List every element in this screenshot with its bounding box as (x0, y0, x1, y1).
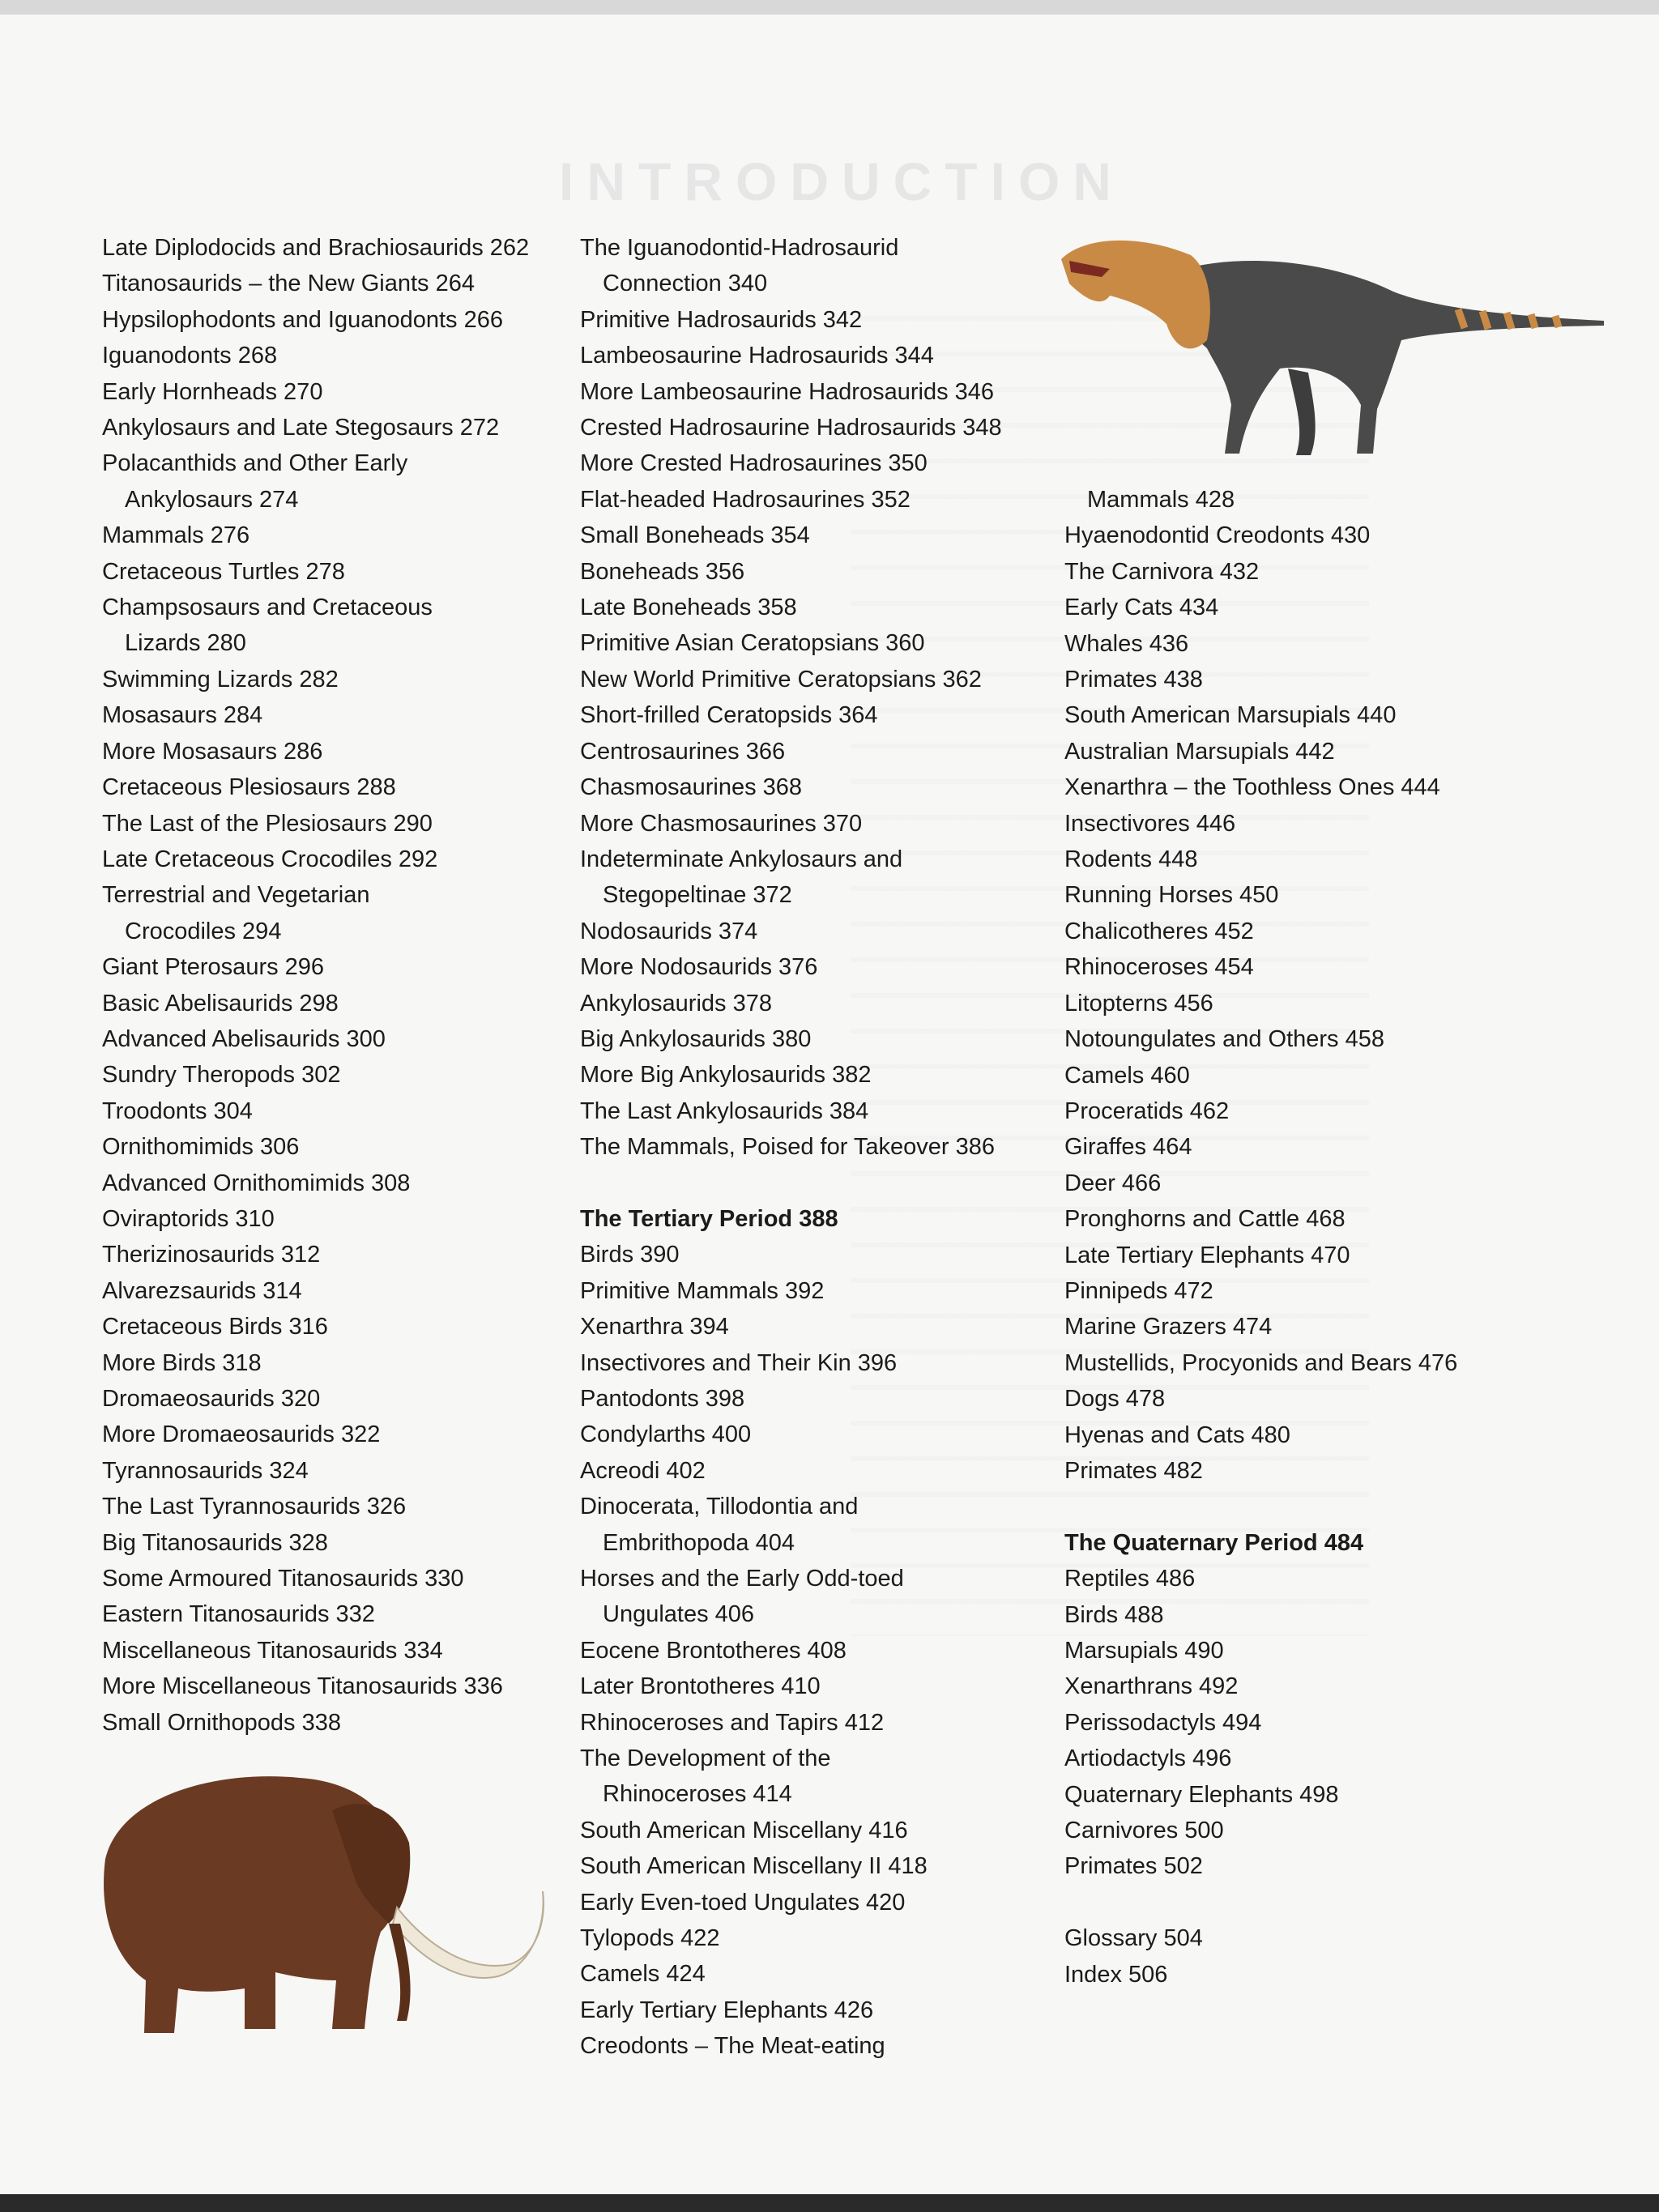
contents-entry (580, 1237, 1066, 1272)
entry-text: Dinocerata, Tillodontia and (580, 1494, 859, 1520)
contents-entry (580, 986, 1066, 1021)
contents-entry (102, 986, 572, 1021)
entry-text: More Lambeosaurine Hadrosaurids 346 (580, 378, 995, 405)
contents-entry (580, 590, 1066, 625)
entry-text: South American Marsupials 440 (1064, 702, 1397, 729)
entry-text: Troodonts 304 (102, 1097, 253, 1124)
entry-text: Miscellaneous Titanosaurids 334 (102, 1637, 443, 1664)
contents-entry (102, 1669, 572, 1704)
contents-entry (580, 374, 1066, 410)
contents-entry (580, 482, 1066, 518)
entry-text: Early Cats 434 (1064, 595, 1219, 621)
scan-top-edge (0, 0, 1659, 15)
contents-entry (1064, 1633, 1567, 1669)
entry-text: Big Titanosaurids 328 (102, 1529, 328, 1556)
entry-text: Oviraptorids 310 (102, 1205, 275, 1232)
contents-entry (1064, 806, 1567, 842)
contents-entry (1064, 1166, 1567, 1201)
contents-entry (102, 949, 572, 985)
contents-entry (580, 2028, 1066, 2064)
entry-text: More Crested Hadrosaurines 350 (580, 450, 928, 477)
contents-entry (580, 1561, 1066, 1633)
entry-text: Dogs 478 (1064, 1386, 1166, 1413)
contents-spacer (580, 1166, 1066, 1201)
contents-entry (580, 554, 1066, 590)
contents-entry (102, 410, 572, 445)
contents-entry (580, 734, 1066, 769)
entry-text: Small Boneheads 354 (580, 522, 810, 549)
contents-entry (580, 518, 1066, 553)
entry-text: Australian Marsupials 442 (1064, 738, 1335, 765)
entry-text: Eastern Titanosaurids 332 (102, 1601, 375, 1628)
entry-text: Chalicotheres 452 (1064, 918, 1254, 944)
entry-text: Reptiles 486 (1064, 1566, 1196, 1592)
contents-entry (102, 1021, 572, 1057)
entry-text: Advanced Abelisaurids 300 (102, 1025, 386, 1052)
entry-text: Boneheads 356 (580, 558, 745, 585)
entry-text: The Quaternary Period 484 (1064, 1529, 1364, 1556)
entry-text: Creodonts – The Meat-eating (580, 2033, 885, 2060)
entry-text: Lambeosaurine Hadrosaurids 344 (580, 343, 934, 369)
entry-text: Primitive Asian Ceratopsians 360 (580, 630, 925, 657)
creodont-illustration (1053, 219, 1612, 462)
entry-text: Short-frilled Ceratopsids 364 (580, 702, 878, 729)
contents-entry (580, 1489, 1066, 1561)
entry-text: New World Primitive Ceratopsians 362 (580, 666, 982, 693)
entry-continuation: Embrithopoda 404 (603, 1529, 795, 1556)
contents-entry (1064, 1777, 1567, 1813)
entry-text: Birds 488 (1064, 1601, 1164, 1628)
entry-text: Some Armoured Titanosaurids 330 (102, 1566, 464, 1592)
contents-entry (580, 338, 1066, 373)
contents-entry (102, 1417, 572, 1452)
contents-spacer (1064, 1489, 1567, 1524)
entry-text: Giant Pterosaurs 296 (102, 954, 325, 981)
contents-entry (102, 877, 572, 949)
entry-text: Late Tertiary Elephants 470 (1064, 1242, 1350, 1268)
entry-text: Iguanodonts 268 (102, 343, 278, 369)
contents-entry (580, 842, 1066, 914)
entry-continuation: Connection 340 (603, 271, 768, 297)
entry-text: More Nodosaurids 376 (580, 954, 818, 981)
entry-text: Quaternary Elephants 498 (1064, 1781, 1339, 1808)
scan-bottom-edge (0, 2194, 1659, 2212)
contents-entry (102, 1705, 572, 1741)
entry-text: Insectivores and Their Kin 396 (580, 1349, 898, 1376)
entry-text: Mosasaurs 284 (102, 702, 263, 729)
contents-entry (580, 949, 1066, 985)
entry-text: Artiodactyls 496 (1064, 1745, 1232, 1772)
contents-entry (1064, 662, 1567, 697)
entry-text: The Mammals, Poised for Takeover 386 (580, 1134, 996, 1161)
contents-entry (1064, 1058, 1567, 1093)
entry-text: Deer 466 (1064, 1170, 1162, 1196)
entry-text: Cretaceous Plesiosaurs 288 (102, 774, 396, 801)
contents-entry (580, 1741, 1066, 1813)
contents-entry (580, 1705, 1066, 1741)
entry-text: Perissodactyls 494 (1064, 1709, 1262, 1736)
contents-entry (102, 1561, 572, 1596)
contents-entry (102, 1129, 572, 1165)
contents-entry (102, 842, 572, 877)
contents-entry (102, 1309, 572, 1345)
entry-text: Carnivores 500 (1064, 1818, 1224, 1844)
contents-entry (102, 518, 572, 553)
entry-text: Champsosaurs and Cretaceous (102, 595, 433, 621)
entry-text: Proceratids 462 (1064, 1097, 1230, 1124)
entry-text: Centrosaurines 366 (580, 738, 786, 765)
entry-text: Whales 436 (1064, 630, 1189, 657)
contents-entry (1064, 1238, 1567, 1273)
contents-entry (1064, 1597, 1567, 1633)
entry-text: Xenarthra 394 (580, 1314, 729, 1340)
contents-entry (102, 769, 572, 805)
entry-text: Rhinoceroses 454 (1064, 954, 1254, 981)
contents-entry (102, 302, 572, 338)
entry-text: Rodents 448 (1064, 846, 1198, 873)
entry-text: Primates 502 (1064, 1853, 1203, 1880)
contents-entry (102, 1273, 572, 1309)
contents-entry (102, 554, 572, 590)
contents-entry (580, 1057, 1066, 1093)
contents-entry (1064, 1201, 1567, 1237)
contents-entry (580, 625, 1066, 661)
contents-entry (580, 806, 1066, 842)
entry-text: Index 506 (1064, 1961, 1168, 1988)
contents-entry (1064, 986, 1567, 1021)
entry-text: Crested Hadrosaurine Hadrosaurids 348 (580, 415, 1002, 441)
entry-text: Swimming Lizards 282 (102, 666, 339, 693)
entry-text: Xenarthrans 492 (1064, 1673, 1239, 1700)
contents-entry (102, 734, 572, 769)
entry-continuation: Crocodiles 294 (125, 918, 282, 944)
entry-continuation: Ankylosaurs 274 (125, 486, 299, 513)
contents-entry (1064, 518, 1567, 553)
contents-entry (1064, 1453, 1567, 1489)
contents-entry (102, 374, 572, 410)
contents-entry (1064, 697, 1567, 733)
entry-text: Condylarths 400 (580, 1421, 752, 1448)
contents-entry (580, 1453, 1066, 1489)
contents-entry (102, 1381, 572, 1417)
contents-entry (1064, 1813, 1567, 1848)
contents-entry (1064, 1345, 1567, 1381)
contents-entry (102, 338, 572, 373)
entry-text: Mammals 428 (1087, 487, 1235, 513)
entry-text: Primates 438 (1064, 667, 1203, 693)
entry-text: The Last of the Plesiosaurs 290 (102, 810, 433, 837)
contents-entry (580, 1381, 1066, 1417)
contents-entry (580, 410, 1066, 445)
contents-entry (580, 662, 1066, 697)
contents-entry (102, 1237, 572, 1272)
entry-text: Rhinoceroses and Tapirs 412 (580, 1709, 885, 1736)
contents-entry (1064, 1021, 1567, 1057)
entry-text: Hyaenodontid Creodonts 430 (1064, 522, 1371, 549)
entry-text: Camels 424 (580, 1961, 706, 1988)
contents-entry (1064, 914, 1567, 949)
contents-entry (102, 1633, 572, 1669)
contents-entry (580, 1848, 1066, 1884)
contents-entry (1064, 1381, 1567, 1417)
contents-entry (1064, 626, 1567, 662)
entry-text: More Birds 318 (102, 1349, 262, 1376)
contents-entry (580, 445, 1066, 481)
entry-text: Early Even-toed Ungulates 420 (580, 1889, 906, 1916)
contents-entry (1064, 1093, 1567, 1129)
entry-text: Big Ankylosaurids 380 (580, 1025, 812, 1052)
contents-entry (1064, 554, 1567, 590)
entry-text: Alvarezsaurids 314 (102, 1277, 302, 1304)
entry-text: Insectivores 446 (1064, 810, 1236, 837)
contents-entry (1064, 1129, 1567, 1165)
contents-entry (1064, 1741, 1567, 1776)
contents-column-2 (580, 230, 1066, 2065)
entry-text: Later Brontotheres 410 (580, 1673, 821, 1700)
entry-text: Running Horses 450 (1064, 882, 1279, 909)
contents-entry (1064, 482, 1567, 518)
contents-entry (580, 1993, 1066, 2028)
contents-entry (102, 1057, 572, 1093)
entry-text: Notoungulates and Others 458 (1064, 1026, 1384, 1053)
contents-entry (580, 1273, 1066, 1309)
entry-text: South American Miscellany 416 (580, 1817, 908, 1843)
section-heading (580, 1201, 1066, 1237)
entry-text: Primitive Mammals 392 (580, 1277, 825, 1304)
entry-text: Giraffes 464 (1064, 1134, 1192, 1161)
entry-text: Hyenas and Cats 480 (1064, 1421, 1290, 1448)
contents-entry (1064, 1561, 1567, 1596)
entry-text: Terrestrial and Vegetarian (102, 882, 370, 909)
contents-entry (1064, 1705, 1567, 1741)
entry-text: Cretaceous Turtles 278 (102, 558, 345, 585)
contents-entry (1064, 1957, 1567, 1993)
contents-entry (102, 662, 572, 697)
contents-entry (102, 445, 572, 518)
contents-entry (580, 302, 1066, 338)
entry-text: Horses and the Early Odd-toed (580, 1566, 904, 1592)
entry-text: Indeterminate Ankylosaurs and (580, 846, 903, 872)
entry-text: The Carnivora 432 (1064, 558, 1260, 585)
entry-text: Sundry Theropods 302 (102, 1062, 341, 1089)
contents-spacer (1064, 1885, 1567, 1920)
contents-entry (580, 230, 1066, 302)
contents-entry (1064, 1309, 1567, 1345)
entry-text: Cretaceous Birds 316 (102, 1314, 328, 1340)
contents-column-1 (102, 230, 572, 1741)
entry-text: Glossary 504 (1064, 1925, 1203, 1952)
contents-entry (1064, 1273, 1567, 1309)
entry-continuation: Stegopeltinae 372 (603, 882, 792, 909)
contents-entry (102, 1093, 572, 1129)
entry-text: The Last Ankylosaurids 384 (580, 1097, 869, 1124)
entry-text: More Chasmosaurines 370 (580, 810, 863, 837)
contents-entry (102, 1525, 572, 1561)
contents-entry (1064, 1920, 1567, 1956)
contents-entry (1064, 949, 1567, 985)
contents-entry (580, 697, 1066, 733)
contents-entry (580, 1885, 1066, 1920)
contents-entry (1064, 1669, 1567, 1704)
entry-text: More Big Ankylosaurids 382 (580, 1062, 872, 1089)
entry-text: Marsupials 490 (1064, 1637, 1224, 1664)
entry-text: Nodosaurids 374 (580, 918, 758, 944)
contents-entry (102, 1596, 572, 1632)
contents-entry (102, 1166, 572, 1201)
entry-text: Litopterns 456 (1064, 990, 1213, 1016)
contents-entry (580, 914, 1066, 949)
contents-entry (580, 1813, 1066, 1848)
entry-text: Late Cretaceous Crocodiles 292 (102, 846, 438, 872)
contents-entry (1064, 1848, 1567, 1884)
entry-text: Early Hornheads 270 (102, 378, 323, 405)
entry-text: Ankylosaurs and Late Stegosaurs 272 (102, 415, 500, 441)
contents-entry (102, 1453, 572, 1489)
entry-text: Xenarthra – the Toothless Ones 444 (1064, 774, 1440, 801)
entry-text: Therizinosaurids 312 (102, 1242, 321, 1268)
entry-text: Mustellids, Procyonids and Bears 476 (1064, 1349, 1458, 1376)
contents-entry (580, 1021, 1066, 1057)
entry-text: Polacanthids and Other Early (102, 450, 408, 477)
contents-entry (580, 1345, 1066, 1381)
entry-text: Ornithomimids 306 (102, 1134, 300, 1161)
contents-entry (580, 1633, 1066, 1669)
entry-text: More Miscellaneous Titanosaurids 336 (102, 1673, 503, 1700)
entry-text: Tylopods 422 (580, 1925, 720, 1952)
entry-continuation: Rhinoceroses 414 (603, 1781, 792, 1808)
entry-continuation: Lizards 280 (125, 630, 246, 657)
entry-text: Camels 460 (1064, 1062, 1190, 1089)
contents-entry (102, 590, 572, 662)
entry-text: Titanosaurids – the New Giants 264 (102, 271, 475, 297)
entry-text: Tyrannosaurids 324 (102, 1457, 309, 1484)
entry-text: The Development of the (580, 1745, 831, 1772)
contents-entry (102, 230, 572, 266)
entry-text: Primitive Hadrosaurids 342 (580, 306, 863, 333)
contents-entry (580, 1093, 1066, 1129)
contents-entry (1064, 769, 1567, 805)
contents-entry (102, 806, 572, 842)
contents-entry (1064, 877, 1567, 913)
contents-entry (580, 1309, 1066, 1345)
contents-entry (580, 769, 1066, 805)
entry-text: Early Tertiary Elephants 426 (580, 1997, 874, 2023)
ghost-heading-showthrough: INTRODUCTION (559, 151, 1124, 211)
entry-text: More Dromaeosaurids 322 (102, 1421, 381, 1448)
contents-entry (580, 1920, 1066, 1956)
entry-text: Hypsilophodonts and Iguanodonts 266 (102, 306, 503, 333)
entry-text: The Iguanodontid-Hadrosaurid (580, 235, 899, 261)
contents-entry (102, 1201, 572, 1237)
entry-text: The Tertiary Period 388 (580, 1205, 838, 1232)
contents-entry (102, 1345, 572, 1381)
entry-text: Chasmosaurines 368 (580, 774, 803, 801)
entry-text: South American Miscellany II 418 (580, 1853, 928, 1880)
contents-entry (1064, 590, 1567, 625)
contents-entry (1064, 842, 1567, 877)
entry-text: Marine Grazers 474 (1064, 1314, 1273, 1340)
entry-text: Pronghorns and Cattle 468 (1064, 1206, 1346, 1233)
entry-text: Pantodonts 398 (580, 1385, 745, 1412)
entry-text: Small Ornithopods 338 (102, 1709, 341, 1736)
contents-column-3 (1064, 482, 1567, 1993)
entry-text: Mammals 276 (102, 522, 250, 549)
contents-entry (580, 1956, 1066, 1992)
entry-text: Basic Abelisaurids 298 (102, 990, 339, 1016)
contents-entry (102, 1489, 572, 1524)
entry-text: Flat-headed Hadrosaurines 352 (580, 486, 911, 513)
contents-entry (580, 1669, 1066, 1704)
contents-entry (1064, 1417, 1567, 1453)
contents-entry (1064, 734, 1567, 769)
entry-continuation: Ungulates 406 (603, 1601, 755, 1628)
entry-text: Ankylosaurids 378 (580, 990, 772, 1016)
woolly-mammoth-illustration (89, 1762, 559, 2053)
contents-entry (580, 1129, 1066, 1165)
entry-text: Dromaeosaurids 320 (102, 1386, 321, 1412)
entry-text: Primates 482 (1064, 1457, 1203, 1484)
section-heading (1064, 1525, 1567, 1561)
entry-text: Late Diplodocids and Brachiosaurids 262 (102, 235, 530, 261)
entry-text: Advanced Ornithomimids 308 (102, 1170, 411, 1196)
entry-text: More Mosasaurs 286 (102, 738, 323, 765)
entry-text: Late Boneheads 358 (580, 595, 797, 621)
contents-entry (102, 266, 572, 301)
entry-text: Eocene Brontotheres 408 (580, 1637, 847, 1664)
entry-text: Birds 390 (580, 1242, 680, 1268)
entry-text: The Last Tyrannosaurids 326 (102, 1494, 407, 1520)
contents-entry (580, 1417, 1066, 1452)
contents-entry (102, 697, 572, 733)
entry-text: Pinnipeds 472 (1064, 1277, 1213, 1304)
entry-text: Acreodi 402 (580, 1457, 706, 1484)
